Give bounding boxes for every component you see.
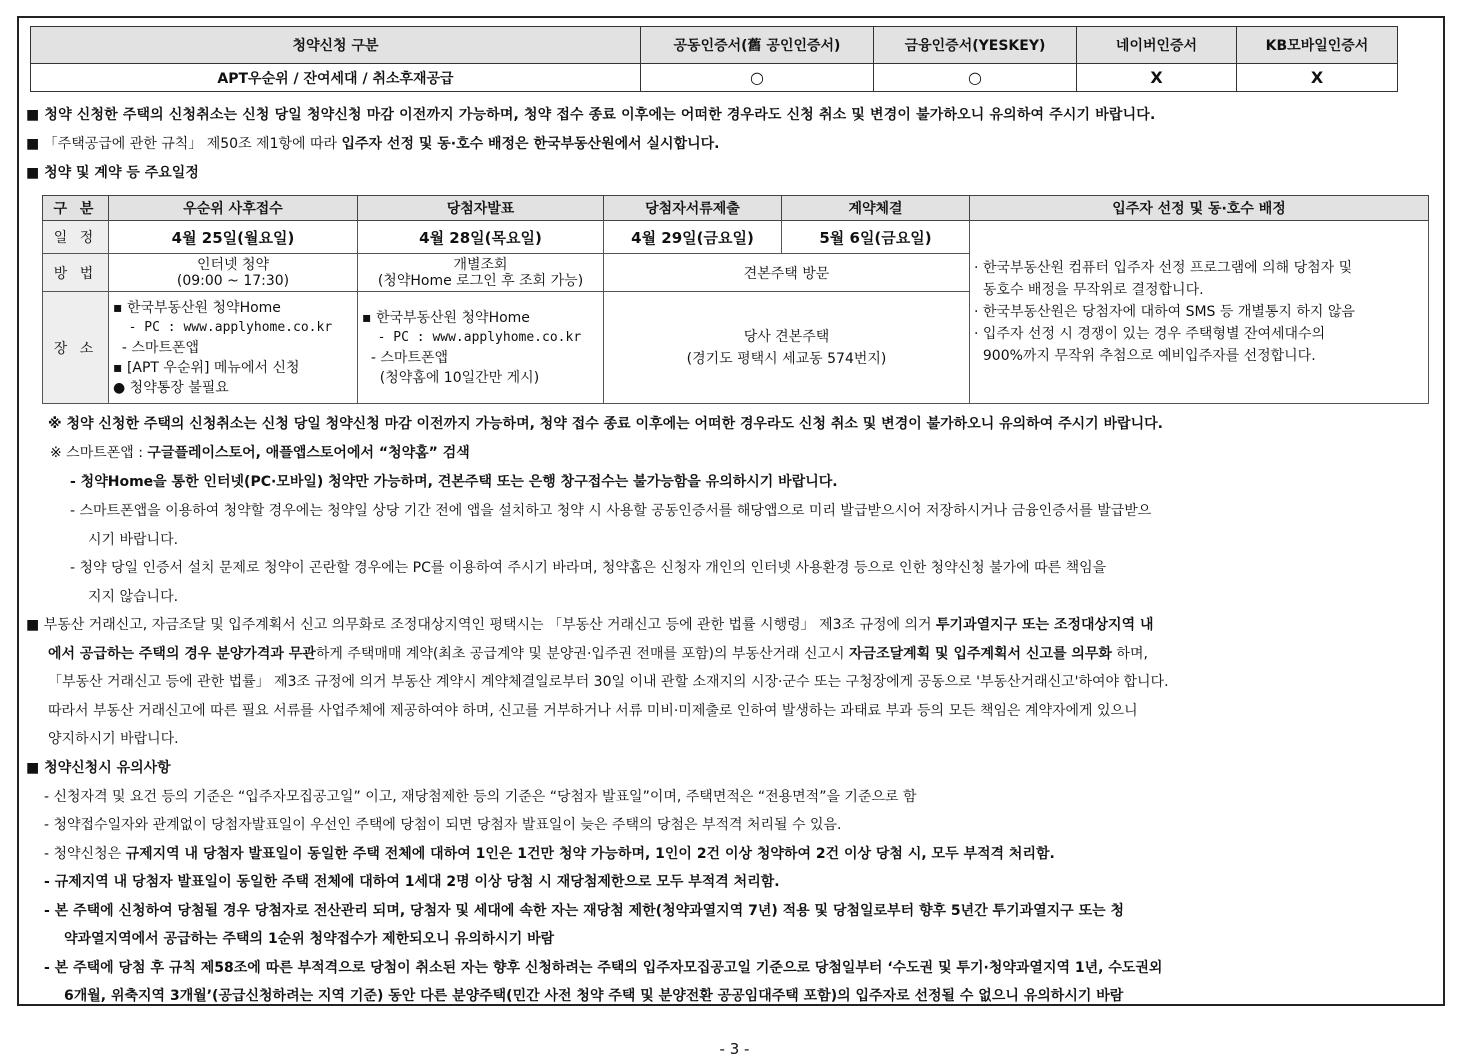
notice-assignment [26, 135, 1445, 153]
place-line: ▪ 한국부동산원 청약Home [113, 299, 281, 316]
schedule-header: 당첨자서류제출 [604, 196, 782, 221]
place-line: - 스마트폰앱 [362, 349, 449, 366]
remark-pc-cont: 지지 않습니다. [88, 589, 179, 605]
caution-item-cont: 6개월, 위축지역 3개월’(공급신청하려는 지역 기준) 동안 다른 분양주택(민간 사전 청약 주택 및 분양전환 공공임대주택 포함)의 입주자로 선정될 수 없으니 유의하시기 바람 [64, 988, 1124, 1004]
notice-assignment-text: ■ 「주택공급에 관한 규칙」 제50조 제1항에 따라 [26, 136, 342, 152]
place-line: 당사 견본주택 [743, 328, 830, 345]
realestate-text: 하며, [1111, 646, 1148, 662]
place-line: ▪ [APT 우순위] 메뉴에서 신청 [113, 359, 300, 376]
schedule-header-row [43, 196, 1429, 221]
row-label: 장 소 [43, 292, 109, 404]
notice-schedule-title: ■ 청약 및 계약 등 주요일정 [26, 165, 199, 181]
certificate-table [30, 26, 1398, 92]
certificate-row [31, 64, 1398, 92]
caution-title: ■ 청약신청시 유의사항 [26, 760, 171, 776]
remark-smartphone [50, 444, 1445, 462]
method-line: 개별조회 [453, 256, 508, 273]
schedule-header: 구 분 [43, 196, 109, 221]
cert-cell: ○ [641, 64, 874, 92]
date-cell: 4월 25일(월요일) [109, 221, 358, 254]
assign-note: · 입주자 선정 시 경쟁이 있는 경우 주택형별 잔여세대수의 [974, 326, 1326, 342]
schedule-header: 당첨자발표 [358, 196, 604, 221]
place-line: (청약홈에 10일간만 게시) [362, 369, 540, 386]
method-cell [358, 254, 604, 292]
page-number: - 3 - [719, 1040, 750, 1058]
realestate-line-5: 양지하시기 바랍니다. [48, 731, 179, 747]
row-label: 방 법 [43, 254, 109, 292]
assign-note: 동호수 배정을 무작위로 결정합니다. [974, 282, 1204, 298]
date-cell: 5월 6일(금요일) [782, 221, 970, 254]
remark-smartphone-bold: 구글플레이스토어, 애플앱스토어에서 “청약홈” 검색 [147, 445, 470, 461]
realestate-bold: 자금조달계획 및 입주계획서 신고를 의무화 [849, 646, 1112, 662]
remark-cancel: ※ 청약 신청한 주택의 신청취소는 신청 당일 청약신청 마감 이전까지 가능하며, 청약 접수 종료 이후에는 어떠한 경우라도 신청 취소 및 변경이 불가하오니 유의하여 주시기 바랍니다. [48, 416, 1163, 432]
date-cell: 4월 29일(금요일) [604, 221, 782, 254]
remark-app: - 스마트폰앱을 이용하여 청약할 경우에는 청약일 상당 기간 전에 앱을 설치하고 청약 시 사용할 공동인증서를 해당앱으로 미리 발급받으시어 저장하시거나 금융인증서를 발급받으 [70, 503, 1152, 519]
place-line: - 스마트폰앱 [113, 339, 200, 356]
cert-header: 금융인증서(YESKEY) [874, 27, 1077, 64]
cert-header: 청약신청 구분 [31, 27, 641, 64]
place-cell [109, 292, 358, 404]
notice-cancel: ■ 청약 신청한 주택의 신청취소는 신청 당일 청약신청 마감 이전까지 가능하며, 청약 접수 종료 이후에는 어떠한 경우라도 신청 취소 및 변경이 불가하오니 유의하여 주시기 바랍니다. [26, 107, 1156, 123]
place-line: (경기도 평택시 세교동 574번지) [686, 350, 887, 367]
method-line: (09:00 ~ 17:30) [176, 272, 290, 289]
realestate-line-3: 「부동산 거래신고 등에 관한 법률」 제3조 규정에 의거 부동산 계약시 계약체결일로부터 30일 이내 관할 소재지의 시장·군수 또는 구청장에게 공동으로 '부동산거래신고'하여야 합니다. [48, 674, 1169, 690]
row-label: 일 정 [43, 221, 109, 254]
cert-cell: APT우순위 / 잔여세대 / 취소후재공급 [31, 64, 641, 92]
schedule-date-row [43, 221, 1429, 254]
caution-item: - 규제지역 내 당첨자 발표일이 동일한 주택 전체에 대하여 1세대 2명 이상 당첨 시 재당첨제한으로 모두 부적격 처리함. [44, 874, 780, 890]
caution-item: - 청약접수일자와 관계없이 당첨자발표일이 우선인 주택에 당첨이 되면 당첨자 발표일이 늦은 주택의 당첨은 부적격 처리될 수 있음. [44, 817, 842, 833]
assign-note: 900%까지 무작위 추첨으로 예비입주자를 선정합니다. [974, 348, 1316, 364]
realestate-text: ■ 부동산 거래신고, 자금조달 및 입주계획서 신고 의무화로 조정대상지역인 평택시는 「부동산 거래신고 등에 관한 법률 시행령」 제3조 규정에 의거 [26, 617, 937, 633]
caution-item: - 본 주택에 당첨 후 규칙 제58조에 따른 부적격으로 당첨이 취소된 자는 향후 신청하려는 주택의 입주자모집공고일 기준으로 당첨일부터 ‘수도권 및 투기·청약과열지역 1년, 수도권외 [44, 960, 1163, 976]
cert-cell: X [1237, 64, 1398, 92]
caution-item [44, 845, 1445, 863]
cert-header: KB모바일인증서 [1237, 27, 1398, 64]
realestate-line-1 [26, 616, 1445, 634]
assign-note: · 한국부동산원은 당첨자에 대하여 SMS 등 개별통지 하지 않음 [974, 304, 1355, 320]
cert-header: 네이버인증서 [1077, 27, 1237, 64]
realestate-line-2 [48, 645, 1445, 663]
assign-note: · 한국부동산원 컴퓨터 입주자 선정 프로그램에 의해 당첨자 및 [974, 260, 1353, 276]
remark-pc: - 청약 당일 인증서 설치 문제로 청약이 곤란할 경우에는 PC를 이용하여 주시기 바라며, 청약홈은 신청자 개인의 인터넷 사용환경 등으로 인한 청약신청 불가에 따른 책임을 [70, 560, 1107, 576]
caution-item: - 본 주택에 신청하여 당첨될 경우 당첨자로 전산관리 되며, 당첨자 및 세대에 속한 자는 재당첨 제한(청약과열지역 7년) 적용 및 당첨일로부터 향후 5년간 투기과열지구 또는 청 [44, 903, 1125, 919]
caution-item-cont: 약과열지역에서 공급하는 주택의 1순위 청약접수가 제한되오니 유의하시기 바람 [64, 931, 555, 947]
place-line: - PC : www.applyhome.co.kr [362, 329, 582, 345]
realestate-bold: 에서 공급하는 주택의 경우 분양가격과 무관 [48, 646, 316, 662]
caution-text: - 청약신청은 [44, 846, 126, 862]
schedule-header: 입주자 선정 및 동·호수 배정 [970, 196, 1429, 221]
cert-cell: ○ [874, 64, 1077, 92]
place-line: ▪ 한국부동산원 청약Home [362, 309, 530, 326]
caution-bold: 규제지역 내 당첨자 발표일이 동일한 주택 전체에 대하여 1인은 1건만 청약 가능하며, 1인이 2건 이상 청약하여 2건 이상 당첨 시, 모두 부적격 처리함. [125, 846, 1055, 862]
method-cell: 견본주택 방문 [604, 254, 970, 292]
place-line: ● 청약통장 불필요 [113, 379, 229, 396]
method-cell [109, 254, 358, 292]
schedule-header: 우순위 사후접수 [109, 196, 358, 221]
cert-header: 공동인증서(舊 공인인증서) [641, 27, 874, 64]
schedule-header: 계약체결 [782, 196, 970, 221]
place-cell [604, 292, 970, 404]
remark-online-only: - 청약Home을 통한 인터넷(PC·모바일) 청약만 가능하며, 견본주택 또는 은행 창구접수는 불가능함을 유의하시기 바랍니다. [70, 474, 838, 490]
place-cell [358, 292, 604, 404]
notice-assignment-bold: 입주자 선정 및 동·호수 배정은 한국부동산원에서 실시합니다. [341, 136, 720, 152]
method-line: (청약Home 로그인 후 조회 가능) [377, 272, 584, 289]
remark-app-cont: 시기 바랍니다. [88, 532, 179, 548]
date-cell: 4월 28일(목요일) [358, 221, 604, 254]
schedule-table [42, 195, 1429, 404]
realestate-line-4: 따라서 부동산 거래신고에 따른 필요 서류를 사업주체에 제공하여야 하며, 신고를 거부하거나 서류 미비·미제출로 인하여 발생하는 과태료 부과 등의 모든 책임은 계약자에게 있으니 [48, 703, 1138, 719]
assignment-notes [970, 221, 1429, 404]
caution-item: - 신청자격 및 요건 등의 기준은 “입주자모집공고일” 이고, 재당첨제한 등의 기준은 “당첨자 발표일”이며, 주택면적은 “전용면적”을 기준으로 함 [44, 789, 917, 805]
realestate-bold: 투기과열지구 또는 조정대상지역 내 [936, 617, 1154, 633]
remark-smartphone-text: ※ 스마트폰앱 : [50, 445, 148, 461]
cert-cell: X [1077, 64, 1237, 92]
certificate-header-row [31, 27, 1398, 64]
realestate-text: 하게 주택매매 계약(최초 공급계약 및 분양권·입주권 전매를 포함)의 부동산거래 신고시 [315, 646, 850, 662]
method-line: 인터넷 청약 [196, 256, 270, 273]
place-line: - PC : www.applyhome.co.kr [113, 319, 333, 335]
